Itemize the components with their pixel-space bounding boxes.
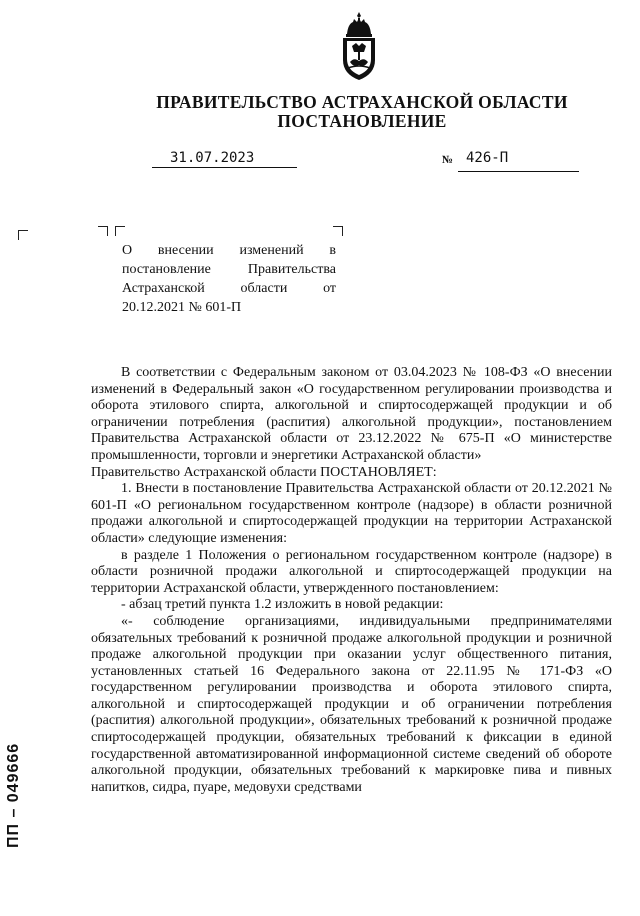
corner-mark <box>333 226 343 236</box>
document-number: 426-П <box>466 150 509 166</box>
body-paragraph: - абзац третий пункта 1.2 изложить в новой редакции: <box>121 597 444 613</box>
number-sign: № <box>442 154 454 166</box>
coat-of-arms-emblem <box>334 10 384 82</box>
body-paragraph: В соответствии с Федеральным законом от 03.04.2023 № 108-ФЗ «О внесении изменений в Федеральный закон «О государственном регулировании производства и оборота этилового спирта, алкогольной и спиртосодержащей продукции и об ограничении потребления (распития) алкогольной продукции», постановлением Правительства Астраханской области от 23.12.2022 № 675-П «О министерстве промышленности, торговли и энергетики Астраханской области» <box>91 365 612 463</box>
corner-mark <box>98 226 108 236</box>
serial-number: ПП – 049666 <box>5 742 22 848</box>
document-subject: О внесении изменений в постановление Правительства Астраханской области от 20.12.2021 № 601-П <box>122 243 336 315</box>
date-underline <box>152 167 297 168</box>
body-paragraph: Правительство Астраханской области ПОСТАНОВЛЯЕТ: <box>91 464 437 480</box>
corner-mark <box>18 230 28 240</box>
body-paragraph: «- соблюдение организациями, индивидуальными предпринимателями обязательных требований к розничной продаже алкогольной продукции и розничной продаже алкогольной продукции при оказании услуг общественного питания, установленных статьей 16 Федерального закона от 22.11.95 № 171-ФЗ «О государственном регулировании производства и оборота этилового спирта, алкогольной и спиртосодержащей продукции и об ограничении потребления (распития) алкогольной продукции», обязательных требований к розничной продаже спиртосодержащей продукции, обязательных требований к фиксации в единой государственной автоматизированной информационной системе сведений об обороте алкогольной продукции, обязательных требований к маркировке пива и пивных напитков, сидра, пуаре, медовухи средствами <box>91 613 612 795</box>
government-title: ПРАВИТЕЛЬСТВО АСТРАХАНСКОЙ ОБЛАСТИ <box>156 92 568 112</box>
document-date: 31.07.2023 <box>170 150 255 166</box>
corner-mark <box>115 226 125 236</box>
document-body <box>91 365 612 796</box>
body-paragraph: 1. Внести в постановление Правительства Астраханской области от 20.12.2021 № 601-П «О региональном государственном контроле (надзоре) в области розничной продажи алкогольной и спиртосодержащей продукции на территории Астраханской области» следующие изменения: <box>91 481 612 546</box>
number-underline <box>458 171 579 172</box>
document-type-title: ПОСТАНОВЛЕНИЕ <box>277 111 447 131</box>
body-paragraph: в разделе 1 Положения о региональном государственном контроле (надзоре) в области розничной продажи алкогольной и спиртосодержащей продукции на территории Астраханской области, утвержденного постановлением: <box>91 547 612 596</box>
